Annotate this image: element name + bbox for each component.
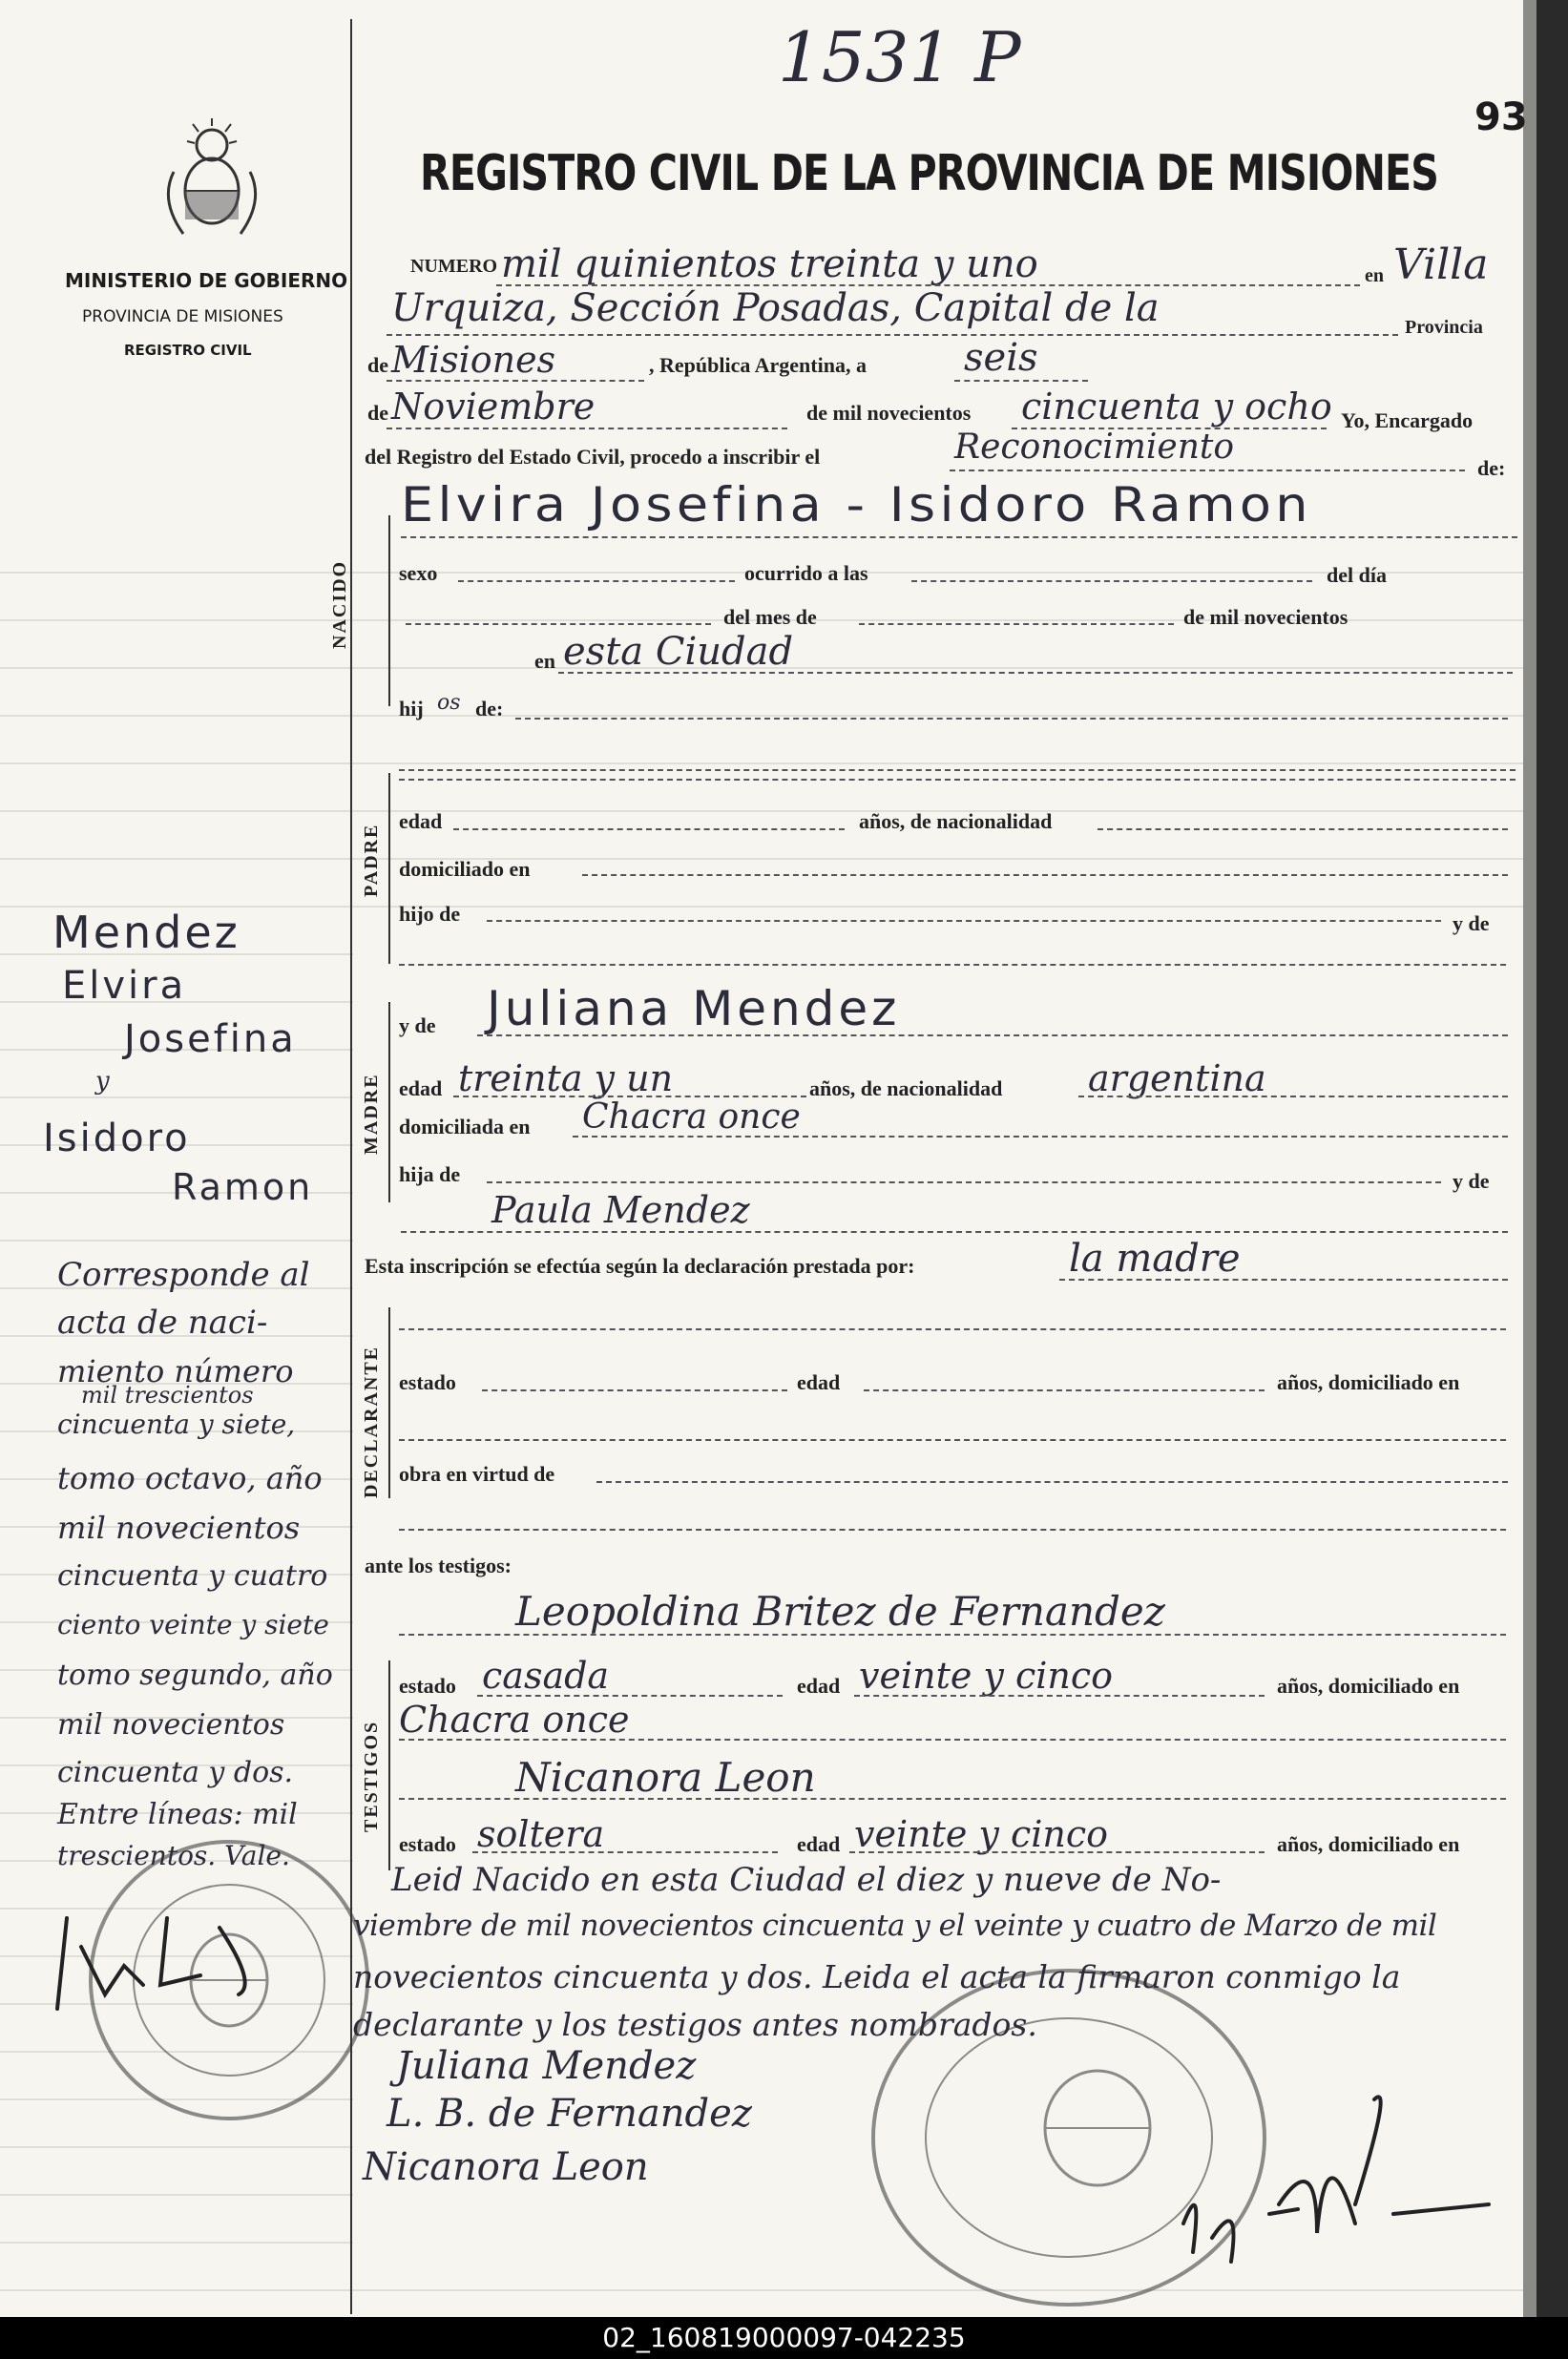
padre-name-line [399, 779, 1516, 781]
provincia-label: Provincia [1405, 317, 1483, 338]
left-stamp [91, 1842, 367, 2119]
mes-fill-line [387, 428, 787, 429]
padre-dom-fill [582, 874, 1508, 876]
place-fill-line [387, 334, 1398, 336]
testigo1-edad-fill [854, 1695, 1265, 1697]
testigo1-estado-label: estado [399, 1674, 456, 1698]
margin-note-5: cincuenta y siete, [57, 1409, 296, 1440]
mes-nac-fill-line [859, 623, 1174, 625]
testigo2-estado-fill [472, 1851, 778, 1853]
sexo-fill-line [458, 580, 735, 582]
margin-note-10: tomo segundo, año [57, 1659, 333, 1692]
padre-edad-fill [453, 828, 845, 830]
ante-testigos-label: ante los testigos: [365, 1554, 512, 1577]
republica-label: , República Argentina, a [649, 353, 867, 377]
page-number: 93 [1474, 95, 1528, 139]
acto-value: Reconocimiento [954, 428, 1235, 467]
declaracion-fill [1059, 1279, 1508, 1281]
ministry-line2: PROVINCIA DE MISIONES [82, 307, 283, 326]
declarante-dom-fill [399, 1439, 1506, 1441]
declarante-anos-label: años, domiciliado en [1277, 1370, 1460, 1394]
dia-fill-line [954, 380, 1088, 382]
padre-side-label: PADRE [361, 823, 382, 897]
footer-filename: 02_160819000097-042235 [0, 2317, 1568, 2359]
official-signature-scribble [1183, 2097, 1489, 2262]
padre-edad-label: edad [399, 809, 443, 833]
madre-nac-value: argentina [1088, 1057, 1266, 1099]
declarante-name-line [399, 1328, 1506, 1330]
padre-y-de-label: y de [1453, 911, 1490, 935]
padre-nac-fill [1098, 828, 1508, 830]
testigo2-name: Nicanora Leon [515, 1754, 816, 1801]
declarante-estado-fill [482, 1389, 787, 1391]
madre-y-de-label: y de [399, 1013, 436, 1037]
madre-y-de2-label: y de [1453, 1169, 1490, 1193]
declarante-obra-fill [596, 1481, 1508, 1483]
testigo2-anos-label: años, domiciliado en [1277, 1832, 1460, 1856]
margin-note-11: mil novecientos [57, 1708, 285, 1742]
acto-fill-line [950, 470, 1465, 471]
testigo2-edad-fill [849, 1851, 1265, 1853]
declaracion-label: Esta inscripción se efectúa según la declaración prestada por: [365, 1254, 915, 1278]
margin-note-12: cincuenta y dos. [57, 1756, 294, 1789]
signature-1: Juliana Mendez [396, 2044, 697, 2088]
nacido-blank-line-2 [399, 769, 1516, 771]
testigo2-name-fill [399, 1798, 1506, 1800]
note-line-1: Leid Nacido en esta Ciudad el diez y nueve de No- [391, 1861, 1222, 1899]
note-line-3: novecientos cincuenta y dos. Leida el acta la firmaron conmigo la [353, 1958, 1401, 1995]
hijo-de-label: de: [475, 697, 504, 720]
margin-note-2: acta de naci- [57, 1304, 268, 1342]
margin-note-6: tomo octavo, año [57, 1460, 323, 1496]
margin-note-3: miento número [57, 1353, 294, 1389]
de-colon-label: de: [1477, 456, 1506, 480]
names-fill-line [401, 536, 1517, 538]
testigo1-name-fill [399, 1634, 1506, 1636]
madre-hija-de-fill-2 [401, 1231, 1508, 1233]
registro-label: del Registro del Estado Civil, procedo a inscribir el [365, 445, 821, 469]
en-nac-value: esta Ciudad [563, 630, 794, 674]
del-dia-label: del día [1327, 563, 1387, 587]
madre-domiciliada-label: domiciliada en [399, 1115, 531, 1138]
margin-name-1: Mendez [52, 907, 240, 958]
margin-note-9: ciento veinte y siete [57, 1609, 329, 1640]
testigo1-dom-value: Chacra once [399, 1699, 630, 1741]
declaracion-value: la madre [1069, 1237, 1241, 1281]
padre-anos-label: años, de nacionalidad [859, 809, 1053, 833]
dia-nac-fill-line [406, 623, 711, 625]
declarante-obra-label: obra en virtud de [399, 1462, 555, 1486]
padre-domiciliado-label: domiciliado en [399, 857, 531, 881]
place-value: Urquiza, Sección Posadas, Capital de la [391, 286, 1160, 330]
mes-value: Noviembre [391, 386, 596, 428]
margin-note-4: mil trescientos [81, 1382, 254, 1409]
yo-label: Yo, Encargado [1341, 408, 1474, 432]
numero-label: NUMERO [410, 256, 498, 277]
testigo1-edad-label: edad [797, 1674, 841, 1698]
page-title: REGISTRO CIVIL DE LA PROVINCIA DE MISIONES [420, 145, 1439, 202]
declarante-estado-label: estado [399, 1370, 456, 1394]
madre-edad-value: treinta y un [458, 1057, 674, 1099]
sexo-label: sexo [399, 561, 438, 585]
margin-name-3: Josefina [124, 1017, 297, 1061]
de-mil-label: de mil novecientos [1183, 605, 1348, 629]
declarante-edad-fill [864, 1389, 1265, 1391]
en-value: Villa [1393, 240, 1489, 289]
padre-hijo-de-label: hijo de [399, 902, 461, 926]
numero-value: mil quinientos treinta y uno [501, 242, 1038, 286]
left-signature-scribble [57, 1918, 245, 2009]
registered-names: Elvira Josefina - Isidoro Ramon [401, 477, 1312, 532]
ministry-line1: MINISTERIO DE GOBIERNO [65, 269, 348, 292]
ocurrido-fill-line [911, 580, 1312, 582]
anio-label: de mil novecientos [806, 401, 972, 425]
margin-note-1: Corresponde al [57, 1256, 310, 1294]
signature-3: Nicanora Leon [363, 2145, 649, 2189]
testigo1-name: Leopoldina Britez de Fernandez [515, 1588, 1165, 1635]
madre-name-value: Juliana Mendez [487, 981, 901, 1036]
testigo1-edad-value: veinte y cinco [859, 1655, 1114, 1697]
hijo-label: hij [399, 697, 424, 720]
top-number: 1531 P [778, 17, 1021, 97]
padre-blank-line [399, 964, 1506, 966]
provincia-fill-line [387, 380, 644, 382]
ministry-line3: REGISTRO CIVIL [124, 342, 252, 359]
testigo2-estado-label: estado [399, 1832, 456, 1856]
margin-name-2: Elvira [62, 964, 187, 1008]
margin-note-14: trescientos. Vale. [57, 1840, 290, 1871]
madre-side-label: MADRE [361, 1073, 382, 1155]
hijo-value: os [437, 691, 461, 715]
signature-2: L. B. de Fernandez [387, 2092, 752, 2136]
dia-value: seis [964, 336, 1038, 380]
madre-dom-value: Chacra once [582, 1097, 801, 1137]
declarante-edad-label: edad [797, 1370, 841, 1394]
margin-note-8: cincuenta y cuatro [57, 1559, 328, 1593]
margin-name-5: Isidoro [43, 1117, 191, 1160]
en-nac-fill-line [558, 672, 1513, 674]
coat-of-arms-icon [168, 118, 255, 234]
madre-anos-label: años, de nacionalidad [809, 1076, 1003, 1100]
testigo1-dom-fill [399, 1739, 1506, 1741]
madre-hija-de-fill [487, 1181, 1441, 1183]
madre-nac-fill [1078, 1096, 1508, 1097]
note-line-2: viembre de mil novecientos cincuenta y el veinte y cuatro de Marzo de mil [353, 1909, 1437, 1943]
anio-value: cincuenta y ocho [1021, 386, 1332, 428]
note-line-4: declarante y los testigos antes nombrados. [353, 2006, 1037, 2043]
testigo1-estado-fill [477, 1695, 783, 1697]
nacido-blank-line-1 [515, 718, 1508, 720]
margin-name-4: y [95, 1067, 110, 1096]
testigos-side-label: TESTIGOS [361, 1720, 382, 1832]
testigo2-edad-value: veinte y cinco [854, 1813, 1109, 1855]
nacido-side-label: NACIDO [329, 559, 350, 649]
ocurrido-label: ocurrido a las [744, 561, 868, 585]
madre-dom-fill [573, 1136, 1508, 1138]
provincia-value: Misiones [391, 339, 556, 381]
padre-hijo-de-fill [487, 920, 1441, 922]
testigo1-anos-label: años, domiciliado en [1277, 1674, 1460, 1698]
madre-hija-de-value: Paula Mendez [491, 1189, 750, 1231]
margin-note-13: Entre líneas: mil [57, 1798, 298, 1831]
del-mes-label: del mes de [723, 605, 817, 629]
en-label: en [1365, 265, 1384, 286]
madre-hija-de-label: hija de [399, 1162, 461, 1186]
declarante-side-label: DECLARANTE [361, 1345, 382, 1498]
declarante-blank-line [399, 1529, 1506, 1531]
madre-edad-label: edad [399, 1076, 443, 1100]
de-label-1: de [367, 353, 388, 377]
testigo2-edad-label: edad [797, 1832, 841, 1856]
de-label-2: de [367, 401, 388, 425]
margin-name-6: Ramon [172, 1166, 314, 1208]
en-nac-label: en [534, 649, 555, 673]
testigo2-estado-value: soltera [477, 1813, 605, 1855]
margin-note-7: mil novecientos [57, 1510, 301, 1546]
madre-name-fill [477, 1034, 1508, 1036]
testigo1-estado-value: casada [482, 1655, 610, 1697]
